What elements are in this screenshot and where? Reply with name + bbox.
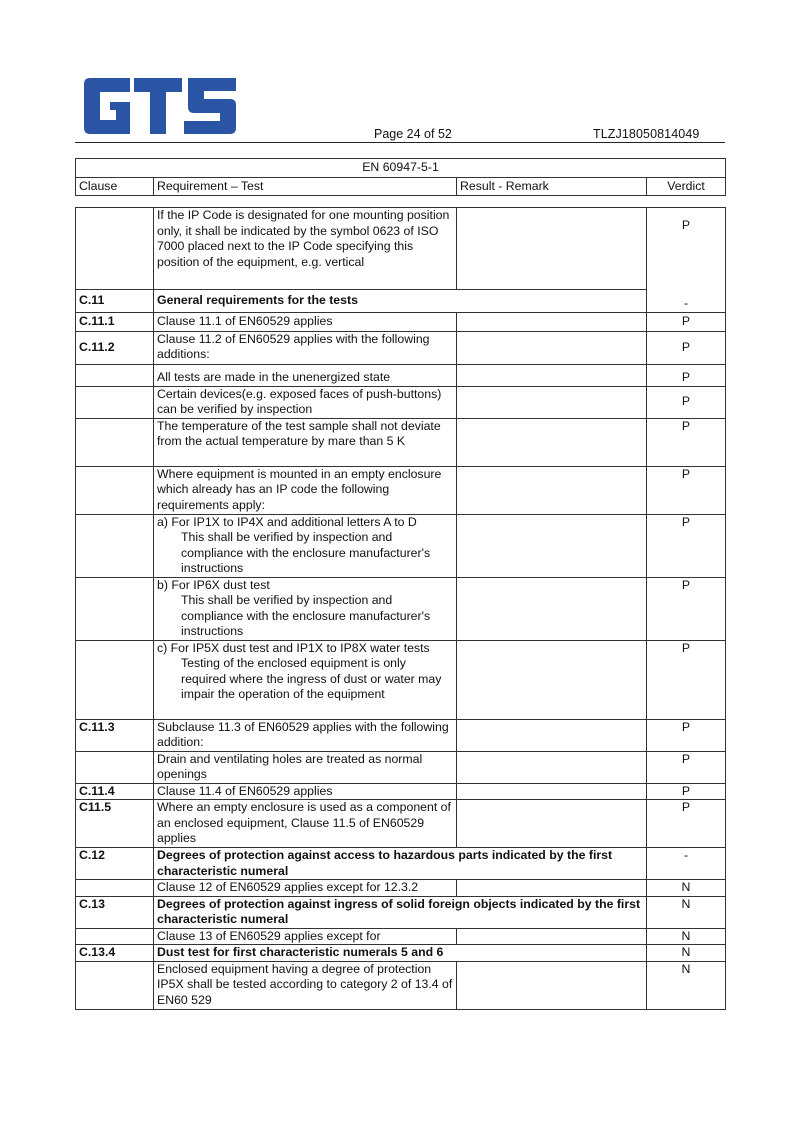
clause-cell xyxy=(76,514,154,577)
verdict-cell: N xyxy=(647,896,726,928)
verdict-cell: P xyxy=(647,364,726,386)
page-number: Page 24 of 52 xyxy=(374,127,452,141)
table-row xyxy=(76,289,726,312)
table-row xyxy=(76,386,726,418)
clause-cell xyxy=(76,640,154,719)
column-header-verdict: Verdict xyxy=(647,177,726,196)
clause-cell xyxy=(76,751,154,783)
clause-cell: C.11.4 xyxy=(76,783,154,800)
table-row xyxy=(76,466,726,514)
clause-cell: C.11.2 xyxy=(76,331,154,364)
result-cell xyxy=(457,928,647,945)
result-cell xyxy=(457,208,647,290)
verdict-cell: P xyxy=(647,800,726,848)
result-cell xyxy=(457,514,647,577)
requirements-table xyxy=(75,207,726,1010)
table-row xyxy=(76,848,726,880)
clause-cell xyxy=(76,364,154,386)
table-header xyxy=(75,158,726,196)
result-cell xyxy=(457,331,647,364)
requirement-cell: Clause 11.2 of EN60529 applies with the following additions: xyxy=(154,331,457,364)
verdict-cell: P xyxy=(647,783,726,800)
requirement-cell: General requirements for the tests xyxy=(154,289,647,312)
verdict-cell: P xyxy=(647,331,726,364)
table-row xyxy=(76,961,726,1009)
clause-cell xyxy=(76,880,154,897)
result-cell xyxy=(457,751,647,783)
table-row xyxy=(76,880,726,897)
clause-cell: C.13 xyxy=(76,896,154,928)
table-row xyxy=(76,514,726,577)
result-cell xyxy=(457,312,647,331)
table-row xyxy=(76,312,726,331)
result-cell xyxy=(457,719,647,751)
clause-cell: C.13.4 xyxy=(76,945,154,962)
clause-cell xyxy=(76,386,154,418)
requirement-cell: Dust test for first characteristic numerals 5 and 6 xyxy=(154,945,647,962)
requirement-text: b) For IP6X dust test xyxy=(157,577,270,592)
table-row xyxy=(76,208,726,290)
verdict-cell xyxy=(647,208,726,313)
verdict-cell: P xyxy=(647,640,726,719)
requirement-subtext: This shall be verified by inspection and compliance with the enclosure manufacturer's instructions xyxy=(181,530,431,575)
clause-cell xyxy=(76,961,154,1009)
result-cell xyxy=(457,466,647,514)
requirement-cell: If the IP Code is designated for one mounting position only, it shall be indicated by the symbol 0623 of ISO 7000 placed next to the IP Code specifying this position of the equipment, e.g. vertical xyxy=(154,208,457,290)
table-row xyxy=(76,928,726,945)
header-divider xyxy=(75,142,725,143)
requirement-text: a) For IP1X to IP4X and additional letters A to D xyxy=(157,514,417,529)
gts-logo-icon xyxy=(84,78,236,134)
result-cell xyxy=(457,386,647,418)
table-row xyxy=(76,418,726,466)
verdict-value: - xyxy=(683,296,689,310)
clause-cell: C.11.3 xyxy=(76,719,154,751)
clause-cell: C.12 xyxy=(76,848,154,880)
table-row xyxy=(76,640,726,719)
table-row xyxy=(76,783,726,800)
requirement-cell: Clause 13 of EN60529 applies except for xyxy=(154,928,457,945)
table-row xyxy=(76,896,726,928)
requirement-cell: Drain and ventilating holes are treated as normal openings xyxy=(154,751,457,783)
verdict-cell: P xyxy=(647,418,726,466)
requirement-cell xyxy=(154,640,457,719)
table-row xyxy=(76,945,726,962)
clause-cell xyxy=(76,928,154,945)
requirement-cell: Clause 11.4 of EN60529 applies xyxy=(154,783,457,800)
verdict-cell: P xyxy=(647,751,726,783)
standard-title: EN 60947-5-1 xyxy=(76,159,726,178)
clause-cell xyxy=(76,208,154,290)
verdict-cell: - xyxy=(647,848,726,880)
result-cell xyxy=(457,800,647,848)
requirement-cell xyxy=(154,514,457,577)
verdict-cell: P xyxy=(647,514,726,577)
result-cell xyxy=(457,880,647,897)
verdict-cell: P xyxy=(647,577,726,640)
verdict-cell: N xyxy=(647,928,726,945)
requirement-cell: Certain devices(e.g. exposed faces of push-buttons) can be verified by inspection xyxy=(154,386,457,418)
column-header-clause: Clause xyxy=(76,177,154,196)
result-cell xyxy=(457,577,647,640)
requirement-cell: Clause 11.1 of EN60529 applies xyxy=(154,312,457,331)
requirement-cell: Degrees of protection against access to hazardous parts indicated by the first characteristic numeral xyxy=(154,848,647,880)
verdict-cell: P xyxy=(647,719,726,751)
requirement-subtext: This shall be verified by inspection and compliance with the enclosure manufacturer's instructions xyxy=(181,593,431,638)
table-row xyxy=(76,331,726,364)
requirement-cell: Clause 12 of EN60529 applies except for 12.3.2 xyxy=(154,880,457,897)
clause-cell xyxy=(76,577,154,640)
table-row xyxy=(76,800,726,848)
verdict-cell: N xyxy=(647,961,726,1009)
table-row xyxy=(76,364,726,386)
clause-cell: C11.5 xyxy=(76,800,154,848)
verdict-cell: P xyxy=(647,466,726,514)
result-cell xyxy=(457,364,647,386)
clause-cell xyxy=(76,466,154,514)
verdict-value: P xyxy=(681,218,691,232)
requirement-cell: All tests are made in the unenergized state xyxy=(154,364,457,386)
verdict-cell: N xyxy=(647,880,726,897)
requirement-cell: Subclause 11.3 of EN60529 applies with the following addition: xyxy=(154,719,457,751)
column-header-requirement: Requirement – Test xyxy=(154,177,457,196)
clause-cell: C.11 xyxy=(76,289,154,312)
column-header-result: Result - Remark xyxy=(457,177,647,196)
requirement-cell: Where equipment is mounted in an empty enclosure which already has an IP code the following requirements apply: xyxy=(154,466,457,514)
verdict-cell: N xyxy=(647,945,726,962)
result-cell xyxy=(457,418,647,466)
result-cell xyxy=(457,961,647,1009)
result-cell xyxy=(457,640,647,719)
gts-logo xyxy=(84,78,236,134)
table-row xyxy=(76,751,726,783)
clause-cell xyxy=(76,418,154,466)
requirement-cell: The temperature of the test sample shall not deviate from the actual temperature by mare than 5 K xyxy=(154,418,457,466)
requirement-cell: Degrees of protection against ingress of solid foreign objects indicated by the first characteristic numeral xyxy=(154,896,647,928)
requirement-subtext: Testing of the enclosed equipment is only required where the ingress of dust or water may impair the operation of the equipment xyxy=(181,656,442,701)
verdict-cell: P xyxy=(647,312,726,331)
table-row xyxy=(76,577,726,640)
table-row xyxy=(76,719,726,751)
requirement-cell: Where an empty enclosure is used as a component of an enclosed equipment, Clause 11.5 of EN60529 applies xyxy=(154,800,457,848)
requirement-cell: Enclosed equipment having a degree of protection IP5X shall be tested according to category 2 of 13.4 of EN60 529 xyxy=(154,961,457,1009)
report-id: TLZJ18050814049 xyxy=(593,127,700,141)
requirement-cell xyxy=(154,577,457,640)
verdict-cell: P xyxy=(647,386,726,418)
requirement-text: c) For IP5X dust test and IP1X to IP8X water tests xyxy=(157,640,430,655)
result-cell xyxy=(457,783,647,800)
clause-cell: C.11.1 xyxy=(76,312,154,331)
